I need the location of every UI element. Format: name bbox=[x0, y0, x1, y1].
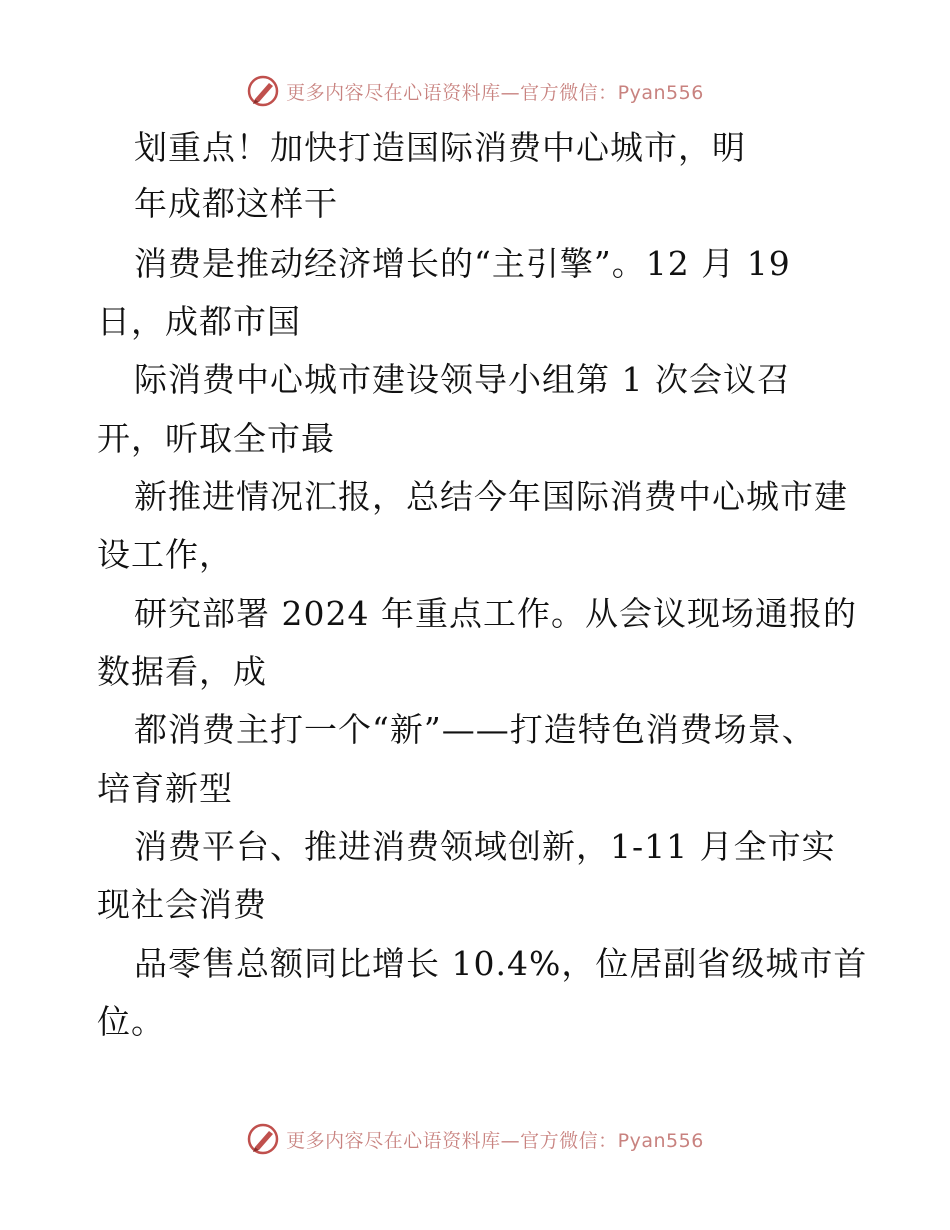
paragraph-line: 新推进情况汇报，总结今年国际消费中心城市建 bbox=[134, 477, 848, 516]
paragraph-line: 现社会消费 bbox=[97, 885, 267, 924]
pen-logo-icon bbox=[246, 1122, 280, 1156]
paragraph-line: 培育新型 bbox=[97, 769, 233, 808]
watermark-text: 更多内容尽在心语资料库—官方微信：Pyan556 bbox=[286, 1129, 704, 1152]
paragraph-line: 开，听取全市最 bbox=[97, 419, 335, 458]
watermark-text: 更多内容尽在心语资料库—官方微信：Pyan556 bbox=[286, 81, 704, 104]
paragraph-line: 数据看，成 bbox=[97, 652, 267, 691]
paragraph-line: 日，成都市国 bbox=[97, 302, 301, 341]
paragraph-line: 研究部署 2024 年重点工作。从会议现场通报的 bbox=[134, 594, 857, 633]
paragraph-line: 年成都这样干 bbox=[134, 184, 338, 223]
paragraph-line: 消费平台、推进消费领域创新，1-11 月全市实 bbox=[134, 827, 836, 866]
footer-watermark bbox=[0, 1119, 950, 1159]
paragraph-line: 品零售总额同比增长 10.4%，位居副省级城市首 bbox=[134, 944, 868, 983]
paragraph-line: 都消费主打一个“新”——打造特色消费场景、 bbox=[134, 710, 816, 749]
paragraph-line: 消费是推动经济增长的“主引擎”。12 月 19 bbox=[134, 244, 791, 283]
paragraph-line: 际消费中心城市建设领导小组第 1 次会议召 bbox=[134, 360, 791, 399]
pen-logo-icon bbox=[246, 74, 280, 108]
header-watermark bbox=[0, 71, 950, 111]
paragraph-line: 设工作， bbox=[97, 535, 233, 574]
paragraph-line: 划重点！加快打造国际消费中心城市，明 bbox=[134, 128, 746, 167]
paragraph-line: 位。 bbox=[97, 1002, 165, 1041]
